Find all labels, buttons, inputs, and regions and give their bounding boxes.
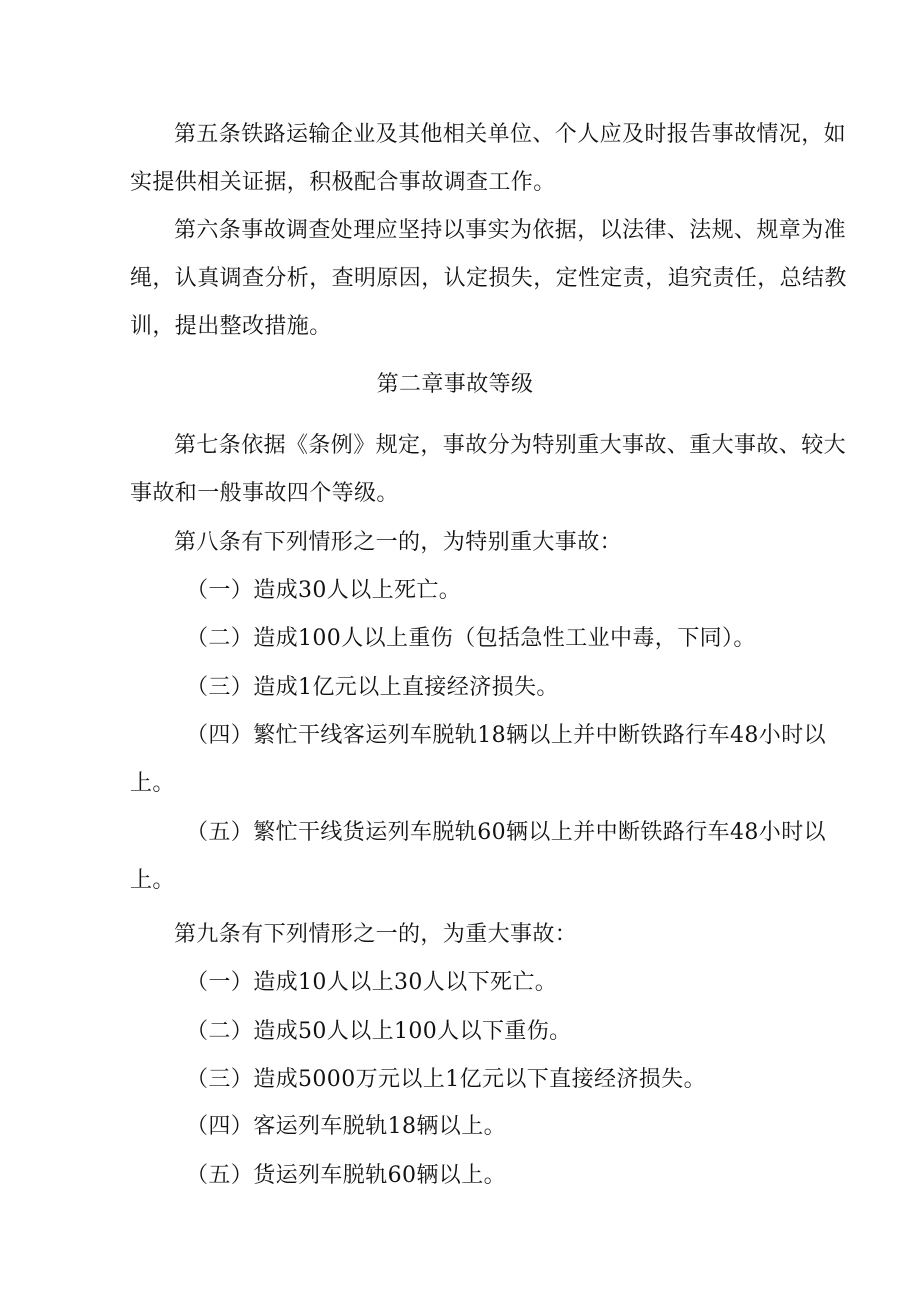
article-9-item-3: （三）造成5000万元以上1亿元以下直接经济损失。 <box>186 1067 706 1092</box>
article-8-item-1: （一）造成30人以上死亡。 <box>186 578 462 603</box>
article-8-item-3: （三）造成1亿元以上直接经济损失。 <box>186 675 559 700</box>
article-5-line-1: 第五条铁路运输企业及其他相关单位、个人应及时报告事故情况，如 <box>174 122 847 147</box>
article-8-item-4-line-2: 上。 <box>130 771 175 796</box>
article-7-line-2: 事故和一般事故四个等级。 <box>130 481 399 506</box>
article-6-line-3: 训，提出整改措施。 <box>130 314 332 339</box>
article-6-line-1: 第六条事故调查处理应坚持以事实为依据，以法律、法规、规章为准 <box>174 218 847 243</box>
article-9-intro: 第九条有下列情形之一的，为重大事故： <box>174 922 578 947</box>
article-8-item-5-line-1: （五）繁忙干线货运列车脱轨60辆以上并中断铁路行车48小时以 <box>186 820 826 845</box>
article-5-line-2: 实提供相关证据，积极配合事故调查工作。 <box>130 170 556 195</box>
article-9-item-4: （四）客运列车脱轨18辆以上。 <box>186 1114 506 1139</box>
article-9-item-2: （二）造成50人以上100人以下重伤。 <box>186 1019 572 1044</box>
chapter-2-heading: 第二章事故等级 <box>376 372 534 397</box>
article-8-item-5-line-2: 上。 <box>130 868 175 893</box>
article-6-line-2: 绳，认真调查分析，查明原因，认定损失，定性定责，追究责任，总结教 <box>130 266 847 291</box>
article-7-line-1: 第七条依据《条例》规定，事故分为特别重大事故、重大事故、较大 <box>174 433 847 458</box>
article-8-intro: 第八条有下列情形之一的，为特别重大事故： <box>174 530 623 555</box>
article-9-item-5: （五）货运列车脱轨60辆以上。 <box>186 1163 506 1188</box>
article-8-item-2: （二）造成100人以上重伤（包括急性工业中毒，下同）。 <box>186 626 756 651</box>
article-8-item-4-line-1: （四）繁忙干线客运列车脱轨18辆以上并中断铁路行车48小时以 <box>186 723 826 748</box>
article-9-item-1: （一）造成10人以上30人以下死亡。 <box>186 970 558 995</box>
